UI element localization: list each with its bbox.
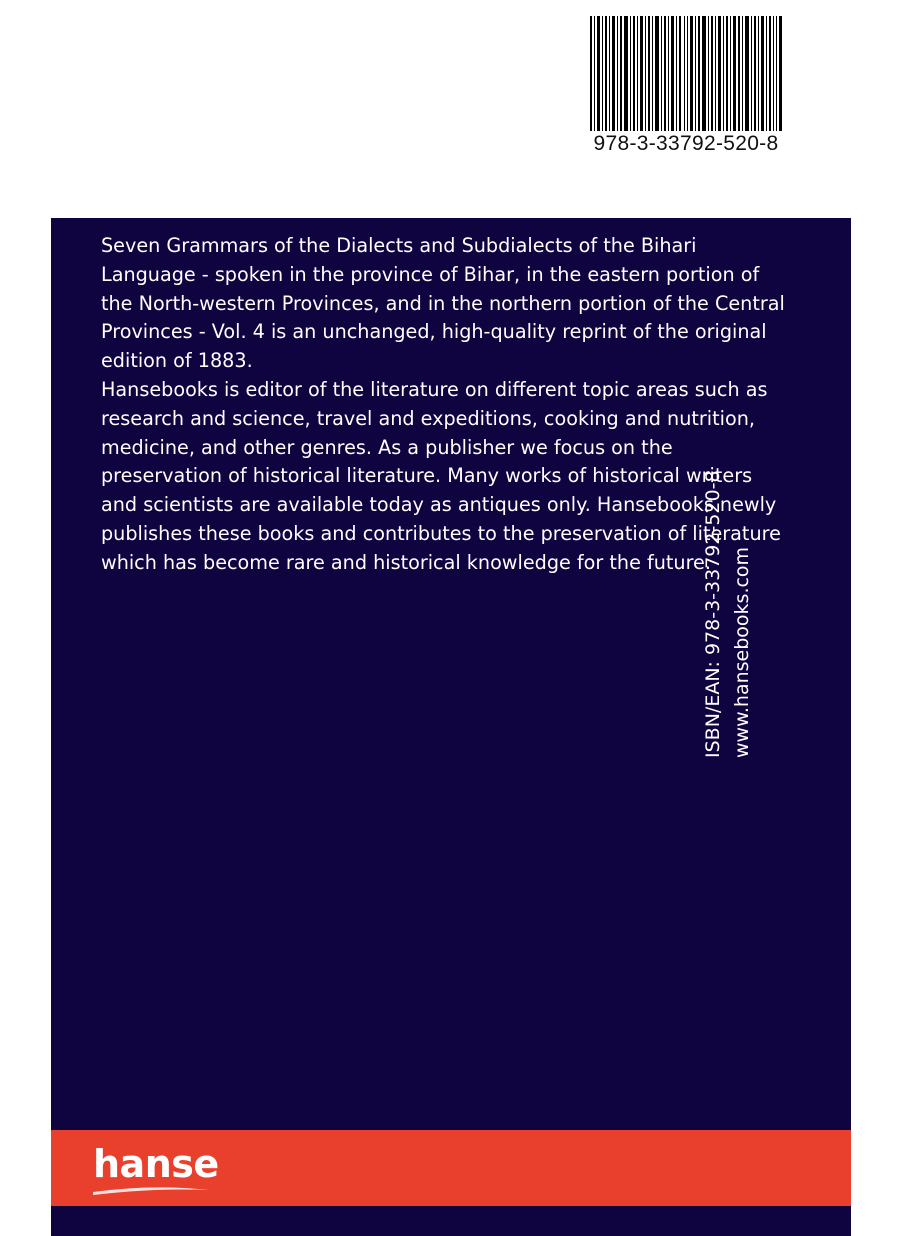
barcode-number: 978-3-33792-520-8 [593, 132, 779, 155]
publisher-band [51, 1130, 851, 1206]
description-paragraph-2: Hansebooks is editor of the literature on different topic areas such as research and science, travel and expeditions, cooking and nutrition, medicine, and other genres. As a publisher we focus on the preservation of historical literature. Many works of historical writers and scientists are available today as antiques only. Hansebooks newly publishes these books and contributes to the preservation of literature which has become rare and historical knowledge for the future. [101, 377, 781, 574]
barcode-bars [590, 16, 782, 131]
vertical-info [699, 438, 779, 758]
website-label: www.hansebooks.com [731, 546, 753, 758]
hanse-logo: hanse [93, 1142, 219, 1186]
book-description [101, 232, 791, 578]
isbn-label: ISBN/EAN: 978-3-33792-520-8 [702, 470, 724, 758]
description-paragraph-1: Seven Grammars of the Dialects and Subdialects of the Bihari Language - spoken in the province of Bihar, in the eastern portion of the North-western Provinces, and in the northern portion of the Central Provinces - Vol. 4 is an unchanged, high-quality reprint of the original edition of 1883. [101, 234, 785, 373]
back-cover-panel [51, 218, 851, 1236]
barcode [588, 16, 784, 156]
logo-swoosh-icon [91, 1182, 211, 1196]
